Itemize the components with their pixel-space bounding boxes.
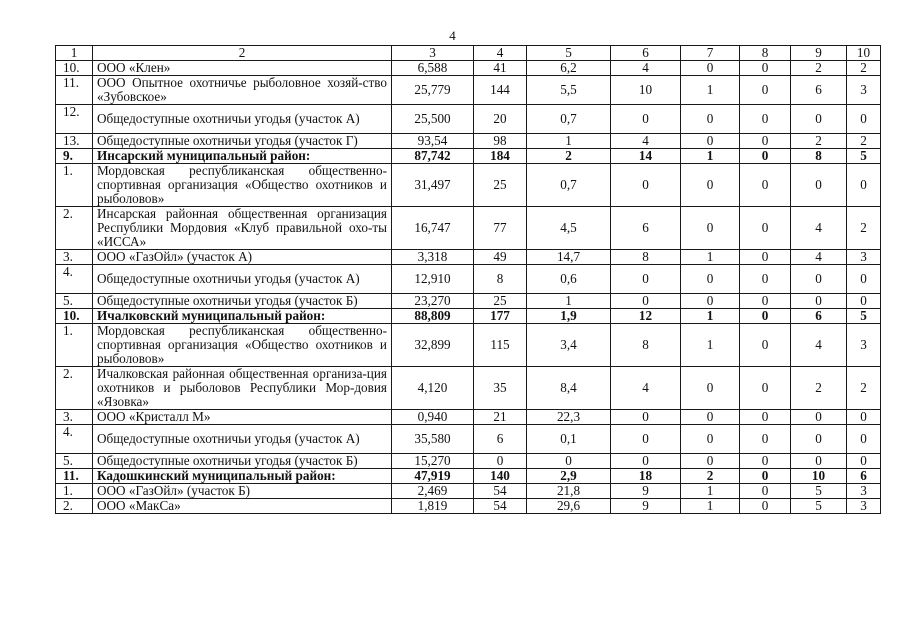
row-number-cell: 11. (56, 75, 93, 104)
value-cell-col-5: 2,9 (527, 468, 611, 483)
value-cell-col-6: 14 (611, 148, 681, 163)
value-cell-col-9: 5 (791, 498, 847, 513)
organization-name-cell: ООО «ГазОйл» (участок Б) (93, 483, 392, 498)
header-row (56, 46, 881, 61)
organization-name-cell: Ичалковский муниципальный район: (93, 308, 392, 323)
organization-name-cell: ООО «МакСа» (93, 498, 392, 513)
table-row (56, 206, 881, 249)
value-cell-col-10: 2 (847, 206, 881, 249)
table-row (56, 60, 881, 75)
value-cell-col-8: 0 (740, 133, 791, 148)
value-cell-col-5: 0,7 (527, 163, 611, 206)
value-cell-col-6: 0 (611, 453, 681, 468)
value-cell-col-6: 12 (611, 308, 681, 323)
table-row (56, 366, 881, 409)
value-cell-col-3: 2,469 (392, 483, 474, 498)
column-header-4: 4 (474, 46, 527, 61)
table-row (56, 104, 881, 133)
value-cell-col-8: 0 (740, 206, 791, 249)
value-cell-col-9: 0 (791, 104, 847, 133)
value-cell-col-9: 0 (791, 264, 847, 293)
value-cell-col-4: 98 (474, 133, 527, 148)
value-cell-col-6: 0 (611, 163, 681, 206)
value-cell-col-10: 0 (847, 293, 881, 308)
table-row (56, 293, 881, 308)
page-number: 4 (449, 28, 456, 43)
organization-name-cell: ООО Опытное охотничье рыболовное хозяй-ство «Зубовское» (93, 75, 392, 104)
table-row (56, 453, 881, 468)
value-cell-col-9: 6 (791, 308, 847, 323)
value-cell-col-5: 2 (527, 148, 611, 163)
organization-name-cell: Кадошкинский муниципальный район: (93, 468, 392, 483)
value-cell-col-10: 0 (847, 264, 881, 293)
value-cell-col-8: 0 (740, 148, 791, 163)
row-number-cell: 10. (56, 308, 93, 323)
value-cell-col-3: 87,742 (392, 148, 474, 163)
table-row (56, 264, 881, 293)
value-cell-col-3: 25,779 (392, 75, 474, 104)
value-cell-col-4: 115 (474, 323, 527, 366)
value-cell-col-5: 1,9 (527, 308, 611, 323)
value-cell-col-7: 1 (681, 75, 740, 104)
value-cell-col-8: 0 (740, 468, 791, 483)
value-cell-col-4: 184 (474, 148, 527, 163)
row-number-cell: 10. (56, 60, 93, 75)
value-cell-col-3: 3,318 (392, 249, 474, 264)
column-header-8: 8 (740, 46, 791, 61)
district-subtotal-row (56, 468, 881, 483)
value-cell-col-6: 18 (611, 468, 681, 483)
organization-name-cell: Мордовская республиканская общественно-спортивная организация «Общество охотников и рыболовов» (93, 163, 392, 206)
district-subtotal-row (56, 148, 881, 163)
value-cell-col-3: 31,497 (392, 163, 474, 206)
row-number-cell: 11. (56, 468, 93, 483)
value-cell-col-5: 0,6 (527, 264, 611, 293)
value-cell-col-9: 0 (791, 163, 847, 206)
value-cell-col-4: 54 (474, 498, 527, 513)
value-cell-col-3: 12,910 (392, 264, 474, 293)
value-cell-col-6: 4 (611, 133, 681, 148)
value-cell-col-3: 25,500 (392, 104, 474, 133)
value-cell-col-4: 21 (474, 409, 527, 424)
row-number-cell: 13. (56, 133, 93, 148)
value-cell-col-5: 6,2 (527, 60, 611, 75)
row-number-cell: 9. (56, 148, 93, 163)
column-header-2: 2 (93, 46, 392, 61)
value-cell-col-10: 3 (847, 483, 881, 498)
value-cell-col-9: 0 (791, 424, 847, 453)
value-cell-col-8: 0 (740, 483, 791, 498)
table-row (56, 498, 881, 513)
value-cell-col-4: 77 (474, 206, 527, 249)
value-cell-col-7: 0 (681, 104, 740, 133)
value-cell-col-5: 29,6 (527, 498, 611, 513)
value-cell-col-10: 0 (847, 104, 881, 133)
value-cell-col-9: 2 (791, 133, 847, 148)
value-cell-col-4: 41 (474, 60, 527, 75)
column-header-3: 3 (392, 46, 474, 61)
row-number-cell: 5. (56, 453, 93, 468)
organization-name-cell: ООО «ГазОйл» (участок А) (93, 249, 392, 264)
organization-name-cell: Общедоступные охотничьи угодья (участок Б) (93, 453, 392, 468)
value-cell-col-10: 3 (847, 75, 881, 104)
value-cell-col-10: 2 (847, 366, 881, 409)
organization-name-cell: Инсарский муниципальный район: (93, 148, 392, 163)
organization-name-cell: Общедоступные охотничьи угодья (участок Г) (93, 133, 392, 148)
table-row (56, 163, 881, 206)
column-header-6: 6 (611, 46, 681, 61)
value-cell-col-8: 0 (740, 293, 791, 308)
value-cell-col-8: 0 (740, 424, 791, 453)
value-cell-col-5: 0,7 (527, 104, 611, 133)
row-number-cell: 2. (56, 498, 93, 513)
value-cell-col-5: 14,7 (527, 249, 611, 264)
value-cell-col-7: 1 (681, 148, 740, 163)
value-cell-col-6: 0 (611, 264, 681, 293)
value-cell-col-9: 6 (791, 75, 847, 104)
value-cell-col-7: 1 (681, 483, 740, 498)
organization-name-cell: Ичалковская районная общественная организа-ция охотников и рыболовов Республики Мор-довия «Язовка» (93, 366, 392, 409)
value-cell-col-7: 0 (681, 133, 740, 148)
value-cell-col-6: 0 (611, 104, 681, 133)
value-cell-col-5: 3,4 (527, 323, 611, 366)
value-cell-col-5: 5,5 (527, 75, 611, 104)
value-cell-col-4: 8 (474, 264, 527, 293)
row-number-cell: 1. (56, 323, 93, 366)
value-cell-col-9: 2 (791, 366, 847, 409)
value-cell-col-3: 93,54 (392, 133, 474, 148)
district-subtotal-row (56, 308, 881, 323)
value-cell-col-8: 0 (740, 453, 791, 468)
value-cell-col-6: 0 (611, 293, 681, 308)
value-cell-col-6: 10 (611, 75, 681, 104)
value-cell-col-10: 0 (847, 163, 881, 206)
value-cell-col-4: 25 (474, 293, 527, 308)
value-cell-col-5: 0,1 (527, 424, 611, 453)
value-cell-col-3: 0,940 (392, 409, 474, 424)
value-cell-col-4: 6 (474, 424, 527, 453)
organization-name-cell: Инсарская районная общественная организация Республики Мордовия «Клуб правильной охо-ты «ИССА» (93, 206, 392, 249)
row-number-cell: 2. (56, 366, 93, 409)
value-cell-col-7: 2 (681, 468, 740, 483)
value-cell-col-7: 1 (681, 498, 740, 513)
value-cell-col-7: 1 (681, 323, 740, 366)
row-number-cell: 4. (56, 264, 93, 293)
value-cell-col-10: 3 (847, 249, 881, 264)
value-cell-col-10: 6 (847, 468, 881, 483)
value-cell-col-6: 4 (611, 366, 681, 409)
value-cell-col-8: 0 (740, 366, 791, 409)
value-cell-col-9: 0 (791, 409, 847, 424)
value-cell-col-6: 0 (611, 424, 681, 453)
value-cell-col-3: 88,809 (392, 308, 474, 323)
value-cell-col-9: 2 (791, 60, 847, 75)
value-cell-col-7: 0 (681, 366, 740, 409)
value-cell-col-5: 0 (527, 453, 611, 468)
value-cell-col-10: 2 (847, 133, 881, 148)
row-number-cell: 1. (56, 163, 93, 206)
value-cell-col-3: 15,270 (392, 453, 474, 468)
value-cell-col-7: 0 (681, 293, 740, 308)
organization-name-cell: Общедоступные охотничьи угодья (участок Б) (93, 293, 392, 308)
hunting-grounds-table (55, 45, 881, 514)
value-cell-col-8: 0 (740, 409, 791, 424)
value-cell-col-8: 0 (740, 75, 791, 104)
value-cell-col-8: 0 (740, 249, 791, 264)
column-header-10: 10 (847, 46, 881, 61)
row-number-cell: 5. (56, 293, 93, 308)
value-cell-col-6: 9 (611, 483, 681, 498)
organization-name-cell: Общедоступные охотничьи угодья (участок А) (93, 264, 392, 293)
value-cell-col-8: 0 (740, 104, 791, 133)
value-cell-col-7: 1 (681, 249, 740, 264)
value-cell-col-10: 5 (847, 308, 881, 323)
value-cell-col-8: 0 (740, 60, 791, 75)
value-cell-col-9: 8 (791, 148, 847, 163)
value-cell-col-4: 144 (474, 75, 527, 104)
value-cell-col-5: 1 (527, 293, 611, 308)
value-cell-col-3: 1,819 (392, 498, 474, 513)
value-cell-col-4: 35 (474, 366, 527, 409)
organization-name-cell: Общедоступные охотничьи угодья (участок А) (93, 424, 392, 453)
value-cell-col-10: 3 (847, 498, 881, 513)
table-row (56, 483, 881, 498)
value-cell-col-7: 0 (681, 264, 740, 293)
organization-name-cell: ООО «Кристалл М» (93, 409, 392, 424)
value-cell-col-8: 0 (740, 163, 791, 206)
value-cell-col-8: 0 (740, 323, 791, 366)
value-cell-col-9: 0 (791, 293, 847, 308)
value-cell-col-6: 8 (611, 323, 681, 366)
value-cell-col-10: 0 (847, 409, 881, 424)
value-cell-col-8: 0 (740, 308, 791, 323)
value-cell-col-4: 25 (474, 163, 527, 206)
value-cell-col-8: 0 (740, 264, 791, 293)
row-number-cell: 12. (56, 104, 93, 133)
value-cell-col-5: 8,4 (527, 366, 611, 409)
value-cell-col-10: 2 (847, 60, 881, 75)
table-row (56, 133, 881, 148)
value-cell-col-5: 22,3 (527, 409, 611, 424)
value-cell-col-6: 0 (611, 409, 681, 424)
value-cell-col-3: 4,120 (392, 366, 474, 409)
value-cell-col-4: 177 (474, 308, 527, 323)
value-cell-col-3: 47,919 (392, 468, 474, 483)
value-cell-col-7: 1 (681, 308, 740, 323)
value-cell-col-4: 20 (474, 104, 527, 133)
value-cell-col-9: 5 (791, 483, 847, 498)
column-header-5: 5 (527, 46, 611, 61)
value-cell-col-7: 0 (681, 163, 740, 206)
row-number-cell: 2. (56, 206, 93, 249)
table-row (56, 409, 881, 424)
value-cell-col-4: 140 (474, 468, 527, 483)
value-cell-col-9: 0 (791, 453, 847, 468)
value-cell-col-5: 4,5 (527, 206, 611, 249)
row-number-cell: 3. (56, 409, 93, 424)
value-cell-col-7: 0 (681, 409, 740, 424)
column-header-7: 7 (681, 46, 740, 61)
value-cell-col-9: 4 (791, 249, 847, 264)
value-cell-col-10: 3 (847, 323, 881, 366)
row-number-cell: 4. (56, 424, 93, 453)
value-cell-col-10: 0 (847, 453, 881, 468)
table-row (56, 249, 881, 264)
value-cell-col-8: 0 (740, 498, 791, 513)
value-cell-col-3: 16,747 (392, 206, 474, 249)
value-cell-col-9: 10 (791, 468, 847, 483)
value-cell-col-6: 8 (611, 249, 681, 264)
value-cell-col-4: 0 (474, 453, 527, 468)
value-cell-col-10: 5 (847, 148, 881, 163)
value-cell-col-7: 0 (681, 206, 740, 249)
row-number-cell: 1. (56, 483, 93, 498)
value-cell-col-3: 6,588 (392, 60, 474, 75)
value-cell-col-9: 4 (791, 323, 847, 366)
row-number-cell: 3. (56, 249, 93, 264)
table-row (56, 424, 881, 453)
value-cell-col-9: 4 (791, 206, 847, 249)
value-cell-col-5: 21,8 (527, 483, 611, 498)
value-cell-col-6: 9 (611, 498, 681, 513)
table-row (56, 75, 881, 104)
column-header-1: 1 (56, 46, 93, 61)
table-row (56, 323, 881, 366)
value-cell-col-7: 0 (681, 60, 740, 75)
organization-name-cell: Мордовская республиканская общественно-спортивная организация «Общество охотников и рыболовов» (93, 323, 392, 366)
value-cell-col-3: 35,580 (392, 424, 474, 453)
organization-name-cell: Общедоступные охотничьи угодья (участок А) (93, 104, 392, 133)
value-cell-col-10: 0 (847, 424, 881, 453)
value-cell-col-5: 1 (527, 133, 611, 148)
value-cell-col-7: 0 (681, 424, 740, 453)
value-cell-col-6: 6 (611, 206, 681, 249)
value-cell-col-4: 54 (474, 483, 527, 498)
value-cell-col-4: 49 (474, 249, 527, 264)
value-cell-col-3: 32,899 (392, 323, 474, 366)
value-cell-col-3: 23,270 (392, 293, 474, 308)
column-header-9: 9 (791, 46, 847, 61)
value-cell-col-6: 4 (611, 60, 681, 75)
organization-name-cell: ООО «Клен» (93, 60, 392, 75)
value-cell-col-7: 0 (681, 453, 740, 468)
